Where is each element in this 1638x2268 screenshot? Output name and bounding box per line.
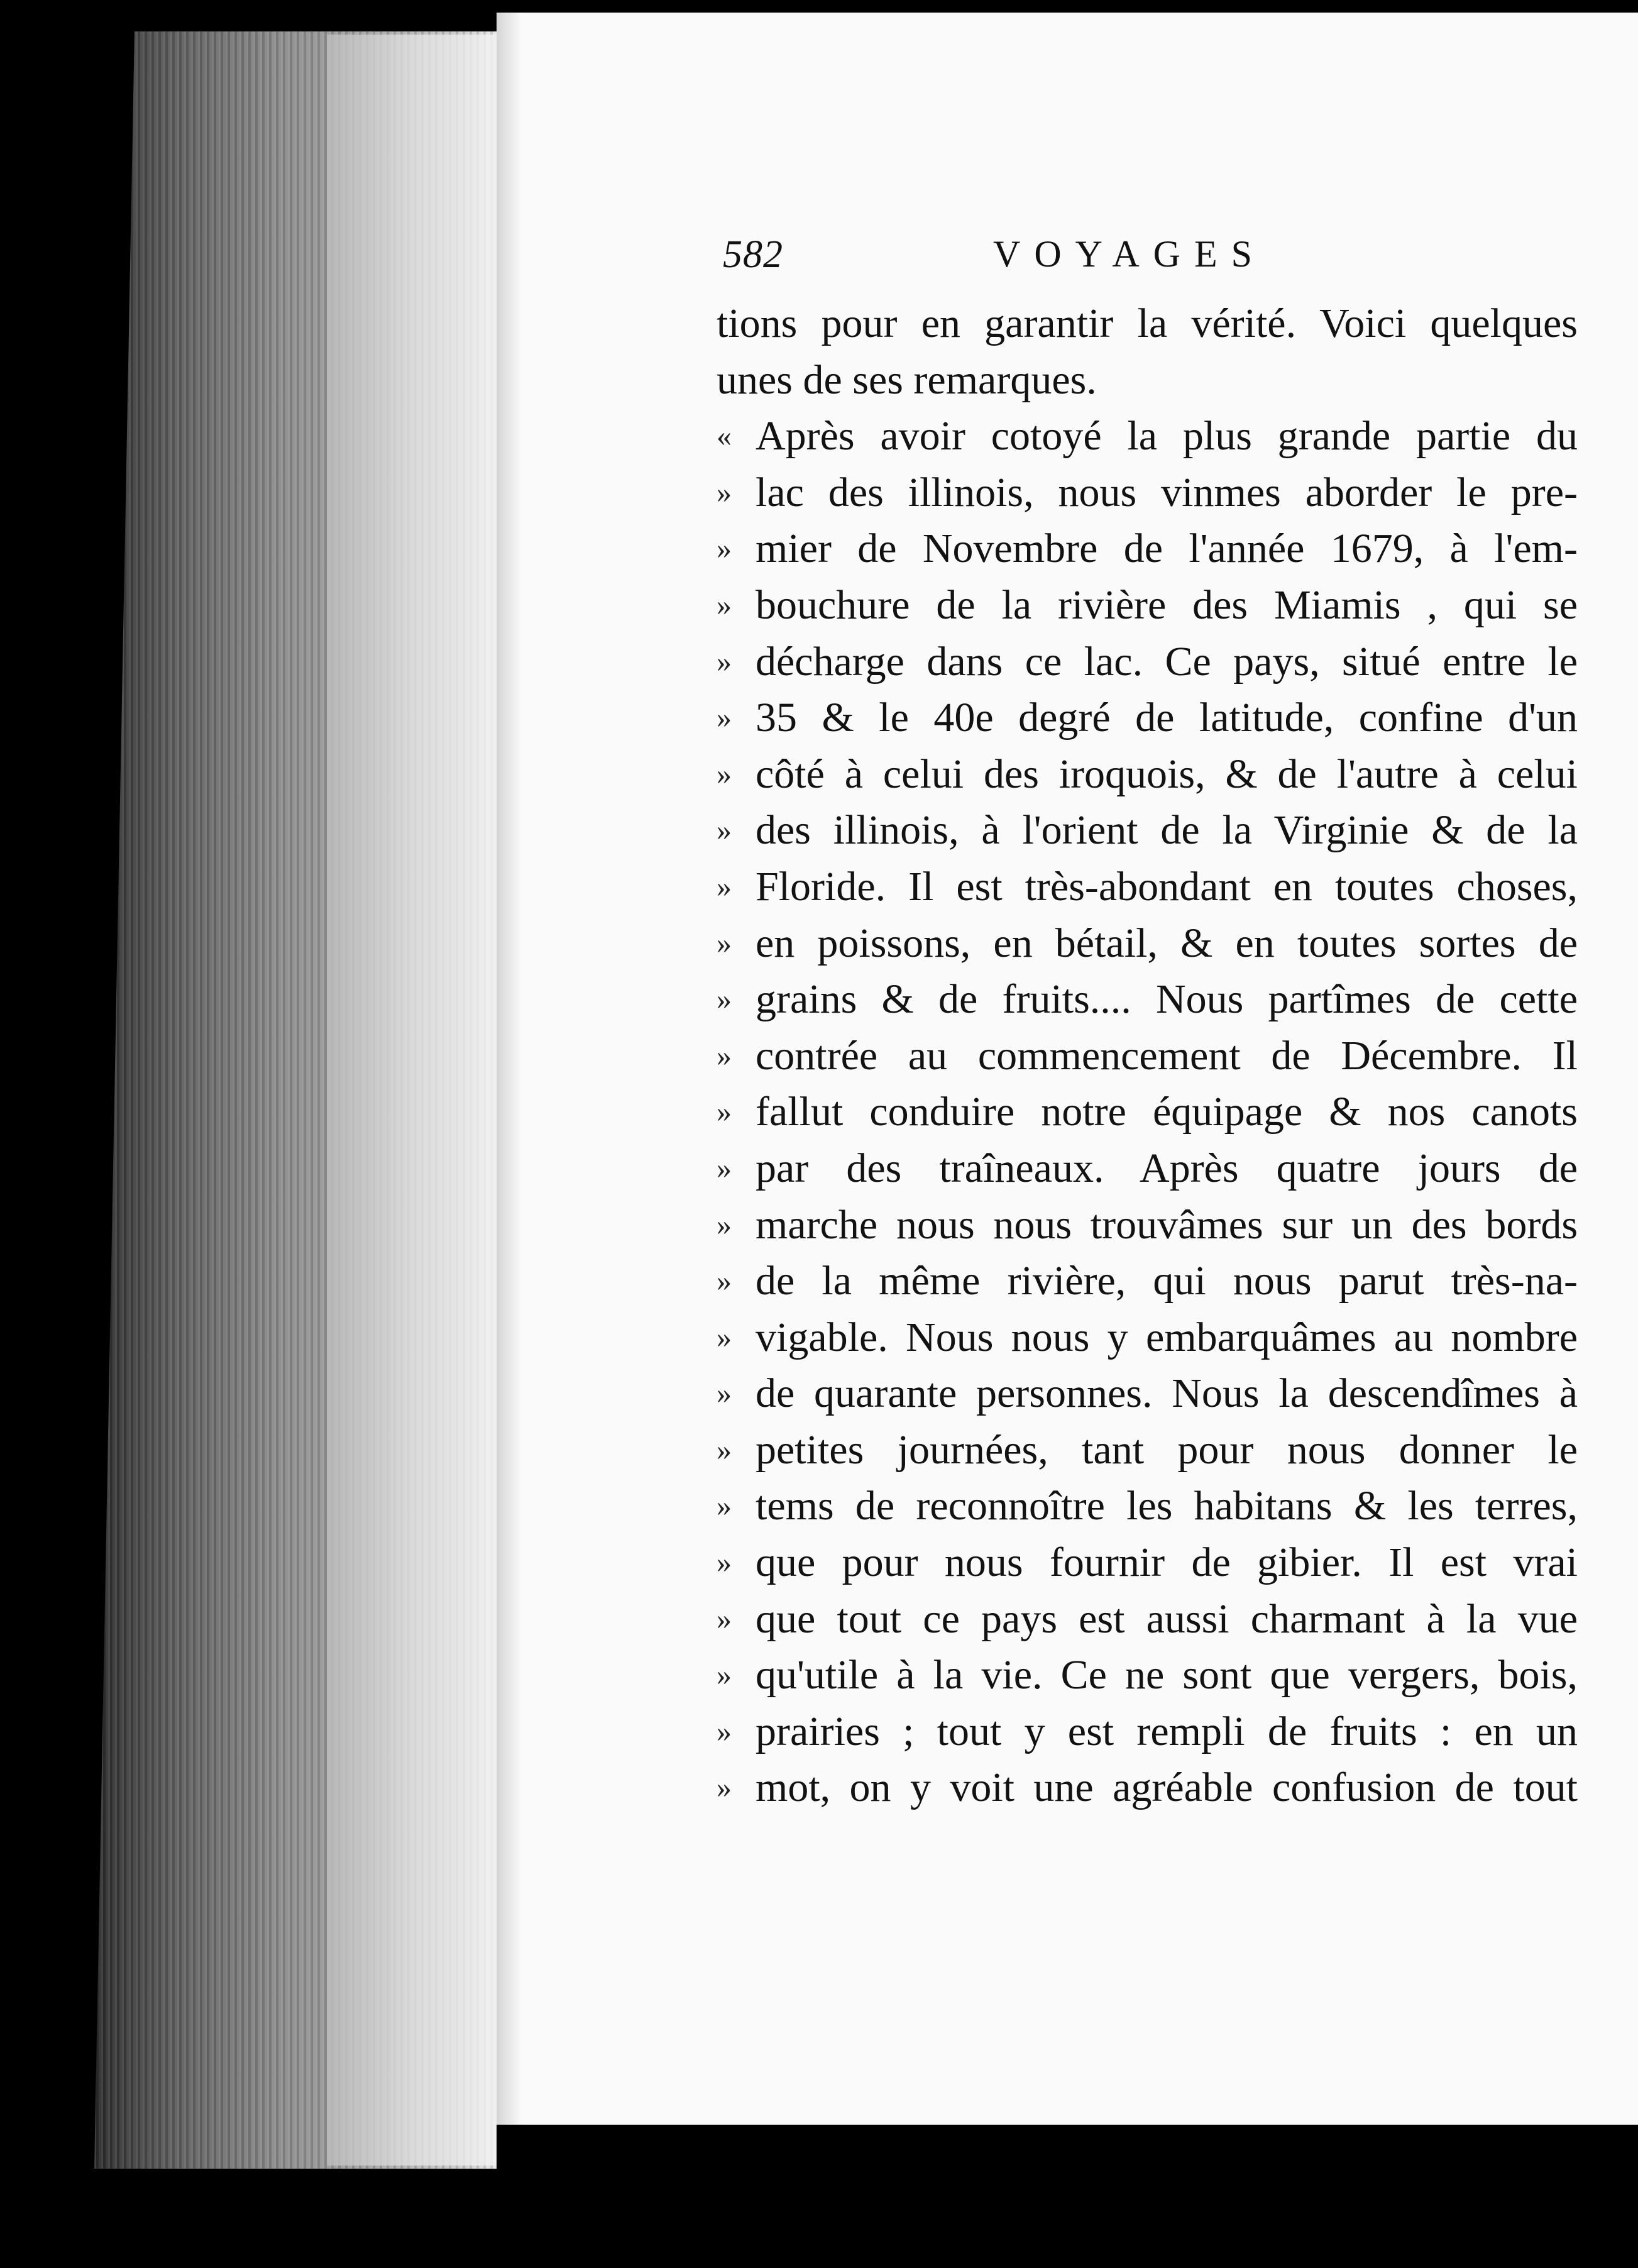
- text-line: [717, 520, 1578, 577]
- quote-mark: »: [717, 532, 732, 566]
- text-line: [717, 1647, 1578, 1704]
- text-line: [717, 1253, 1578, 1309]
- text-line: [717, 1422, 1578, 1478]
- text-line: [717, 1534, 1578, 1591]
- text-line: [717, 1478, 1578, 1534]
- quote-mark: »: [717, 1038, 732, 1072]
- quote-mark: »: [717, 588, 732, 622]
- line-text: mier de Novembre de l'année 1679, à l'em-: [756, 526, 1578, 572]
- line-text: mot, on y voit une agréable confusion de tout: [756, 1764, 1578, 1811]
- text-line: [717, 634, 1578, 690]
- quote-mark: »: [717, 983, 732, 1016]
- quote-mark: »: [717, 1489, 732, 1523]
- text-line: [717, 465, 1578, 521]
- quote-mark: »: [717, 926, 732, 960]
- line-text: des illinois, à l'orient de la Virginie & de la: [756, 807, 1578, 854]
- quote-mark: »: [717, 1433, 732, 1467]
- text-line: [717, 1759, 1578, 1816]
- text-line: [717, 1197, 1578, 1253]
- line-text: 35 & le 40e degré de latitude, confine d'un: [756, 695, 1578, 741]
- text-line: [717, 859, 1578, 915]
- text-line: [717, 408, 1578, 465]
- line-text: qu'utile à la vie. Ce ne sont que vergers, bois,: [756, 1652, 1578, 1698]
- text-line: [717, 746, 1578, 803]
- text-line: [717, 1028, 1578, 1084]
- quote-mark: «: [717, 419, 732, 453]
- text-line: [717, 971, 1578, 1028]
- line-text: Après avoir cotoyé la plus grande partie du: [756, 413, 1578, 460]
- quote-mark: »: [717, 1264, 732, 1298]
- quote-mark: »: [717, 813, 732, 847]
- text-line: [717, 577, 1578, 634]
- text-line: [717, 295, 1578, 352]
- quote-mark: »: [717, 1714, 732, 1748]
- quote-mark: »: [717, 1546, 732, 1580]
- quote-mark: »: [717, 1602, 732, 1636]
- quote-mark: »: [717, 1320, 732, 1354]
- line-text: fallut conduire notre équipage & nos canots: [756, 1089, 1578, 1135]
- text-line: [717, 1084, 1578, 1140]
- line-text: de la même rivière, qui nous parut très-na-: [756, 1258, 1578, 1304]
- line-text: par des traîneaux. Après quatre jours de: [756, 1145, 1578, 1191]
- line-text: vigable. Nous nous y embarquâmes au nombre: [756, 1314, 1578, 1360]
- page-header: [723, 233, 1590, 283]
- line-text: que pour nous fournir de gibier. Il est vrai: [756, 1539, 1578, 1586]
- running-head: VOYAGES: [993, 233, 1267, 275]
- line-text: bouchure de la rivière des Miamis , qui se: [756, 581, 1578, 628]
- line-text: Floride. Il est très-abondant en toutes choses,: [756, 863, 1578, 910]
- quote-mark: »: [717, 1208, 732, 1241]
- quote-mark: »: [717, 757, 732, 791]
- quote-mark: »: [717, 1151, 732, 1185]
- quote-mark: »: [717, 1095, 732, 1129]
- text-line: [717, 352, 1578, 409]
- line-text: marche nous nous trouvâmes sur un des bords: [756, 1201, 1578, 1248]
- text-line: [717, 1704, 1578, 1760]
- line-text: lac des illinois, nous vinmes aborder le pre-: [756, 469, 1578, 515]
- line-text: côté à celui des iroquois, & de l'autre à celui: [756, 751, 1578, 797]
- line-text: contrée au commencement de Décembre. Il: [756, 1032, 1578, 1079]
- gutter-shadow: [497, 13, 522, 2125]
- line-text: prairies ; tout y est rempli de fruits : en un: [756, 1708, 1578, 1754]
- line-text: que tout ce pays est aussi charmant à la vue: [756, 1595, 1578, 1642]
- line-text: grains & de fruits.... Nous partîmes de cette: [756, 976, 1578, 1023]
- text-line: [717, 690, 1578, 746]
- line-text: de quarante personnes. Nous la descendîmes à: [756, 1370, 1578, 1417]
- quote-mark: »: [717, 701, 732, 735]
- book-page-edges-highlight: [327, 35, 497, 2166]
- text-line: [717, 1591, 1578, 1648]
- text-line: [717, 1140, 1578, 1197]
- text-line: [717, 1309, 1578, 1366]
- line-text: tems de reconnoître les habitans & les terres,: [756, 1483, 1578, 1529]
- text-line: [717, 915, 1578, 972]
- page-number: 582: [723, 233, 783, 276]
- line-text: en poissons, en bétail, & en toutes sortes de: [756, 920, 1578, 966]
- quote-mark: »: [717, 1658, 732, 1692]
- line-text: décharge dans ce lac. Ce pays, situé entre le: [756, 638, 1578, 685]
- line-text: tions pour en garantir la vérité. Voici quelques: [717, 300, 1578, 346]
- quote-mark: »: [717, 475, 732, 509]
- text-line: [717, 802, 1578, 859]
- quote-mark: »: [717, 869, 732, 903]
- line-text: unes de ses remarques.: [717, 356, 1097, 403]
- quote-mark: »: [717, 644, 732, 678]
- text-line: [717, 1365, 1578, 1422]
- body-text: [717, 295, 1578, 1816]
- quote-mark: »: [717, 1377, 732, 1411]
- quote-mark: »: [717, 1771, 732, 1805]
- line-text: petites journées, tant pour nous donner le: [756, 1426, 1578, 1473]
